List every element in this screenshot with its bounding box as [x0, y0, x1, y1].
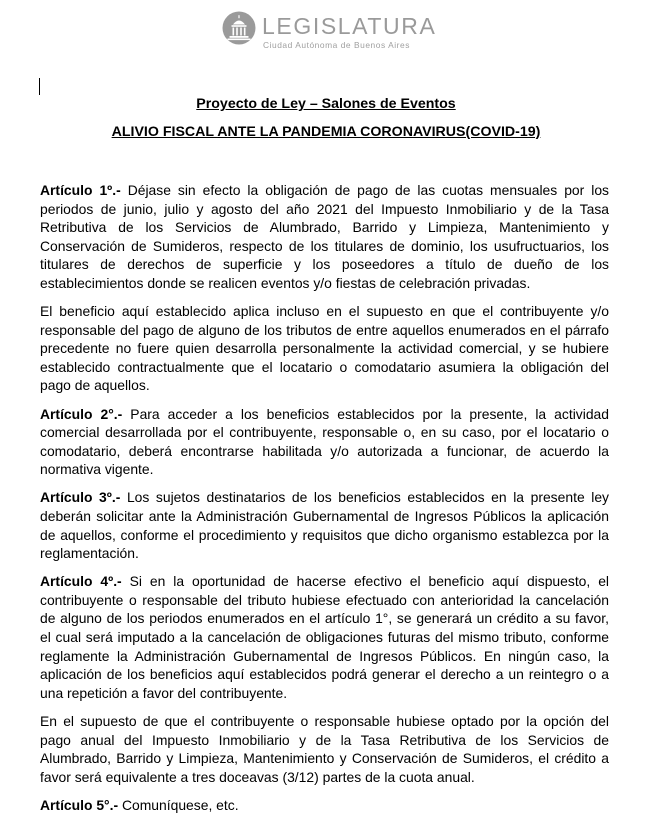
article-5-paragraph: [40, 796, 609, 815]
paragraph-text: En el supuesto de que el contribuyente o responsable hubiese optado por la opción del pago anual del Impuesto Inmobiliario y de la Tasa Retributiva de los Servicios de Alumbrado, Barrido y Limpieza, Mantenimiento y Conservación de Sumideros, el crédito a favor será equivalente a tres doceavas (3/12) partes de la cuota anual.: [40, 712, 609, 785]
article-label: Artículo 2°.-: [40, 405, 123, 422]
paragraph-text: Si en la oportunidad de hacerse efectivo el beneficio aquí dispuesto, el contribuyente o responsable del tributo hubiese efectuado con anterioridad la cancelación de alguno de los periodos enumerados en el artículo 1°, se generará un crédito a su favor, el cual será imputado a la cancelación de obligaciones futuras del mismo tributo, conforme reglamente la Administración Gubernamental de Ingresos Públicos. En ningún caso, la aplicación de los beneficios aquí establecidos podrá generar el derecho a un reintegro o a una repetición a favor del contribuyente.: [40, 573, 609, 701]
document-body: [40, 181, 609, 824]
document-title: Proyecto de Ley – Salones de Eventos: [196, 96, 456, 112]
paragraph-text: Déjase sin efecto la obligación de pago de las cuotas mensuales por los periodos de junio, julio y agosto del año 2021 del Impuesto Inmobiliario y de la Tasa Retributiva de los Servicios de Alumbrado, Barrido y Limpieza, Mantenimiento y Conservación de Sumideros, respecto de los titulares de dominio, los usufructuarios, los titulares de derechos de superficie y los poseedores a título de dueño de los establecimientos donde se realicen eventos y/o fiestas de celebración privadas.: [40, 182, 609, 291]
article-label: Artículo 3º.-: [40, 489, 121, 506]
paragraph-text: Comuníquese, etc.: [118, 796, 239, 813]
paragraph-text: El beneficio aquí establecido aplica incluso en el supuesto en que el contribuyente y/o responsable del pago de alguno de los tributos de entre aquellos enumerados en el párrafo precedente no fuere quien desarrolla personalmente la actividad comercial, y se hubiere establecido contractualmente que el locatario o comodatario asumiera la obligación del pago de aquellos.: [40, 303, 609, 394]
article-2-paragraph: [40, 405, 609, 479]
article-1-paragraph: [40, 181, 609, 293]
article-label: Artículo 4º.-: [40, 573, 122, 590]
paragraph-text: Para acceder a los beneficios establecidos por la presente, la actividad comercial desarrollada por el contribuyente, responsable o, en su caso, por el locatario o comodatario, deberá encontrarse habilitada y/o autorizada a funcionar, de acuerdo la normativa vigente.: [40, 405, 609, 478]
paragraph-text: Los sujetos destinatarios de los beneficios establecidos en la presente ley deberán solicitar ante la Administración Gubernamental de Ingresos Públicos la aplicación de aquellos, conforme el procedimiento y requisitos que dicho organismo establezca por la reglamentación.: [40, 489, 610, 562]
legislature-dome-icon: [222, 11, 256, 45]
article-label: Artículo 1º.-: [40, 182, 121, 198]
logo-subtitle: Ciudad Autónoma de Buenos Aires: [263, 40, 410, 50]
text-cursor: [39, 78, 40, 95]
article-4-followup-paragraph: [40, 712, 609, 786]
article-1-followup-paragraph: [40, 302, 609, 395]
article-4-paragraph: [40, 572, 609, 702]
document-subtitle: ALIVIO FISCAL ANTE LA PANDEMIA CORONAVIRUS(COVID-19): [111, 124, 541, 140]
article-3-paragraph: [40, 488, 609, 562]
logo-title: LEGISLATURA: [262, 13, 437, 39]
article-label: Artículo 5°.-: [40, 796, 119, 813]
header-logo: [222, 10, 437, 54]
